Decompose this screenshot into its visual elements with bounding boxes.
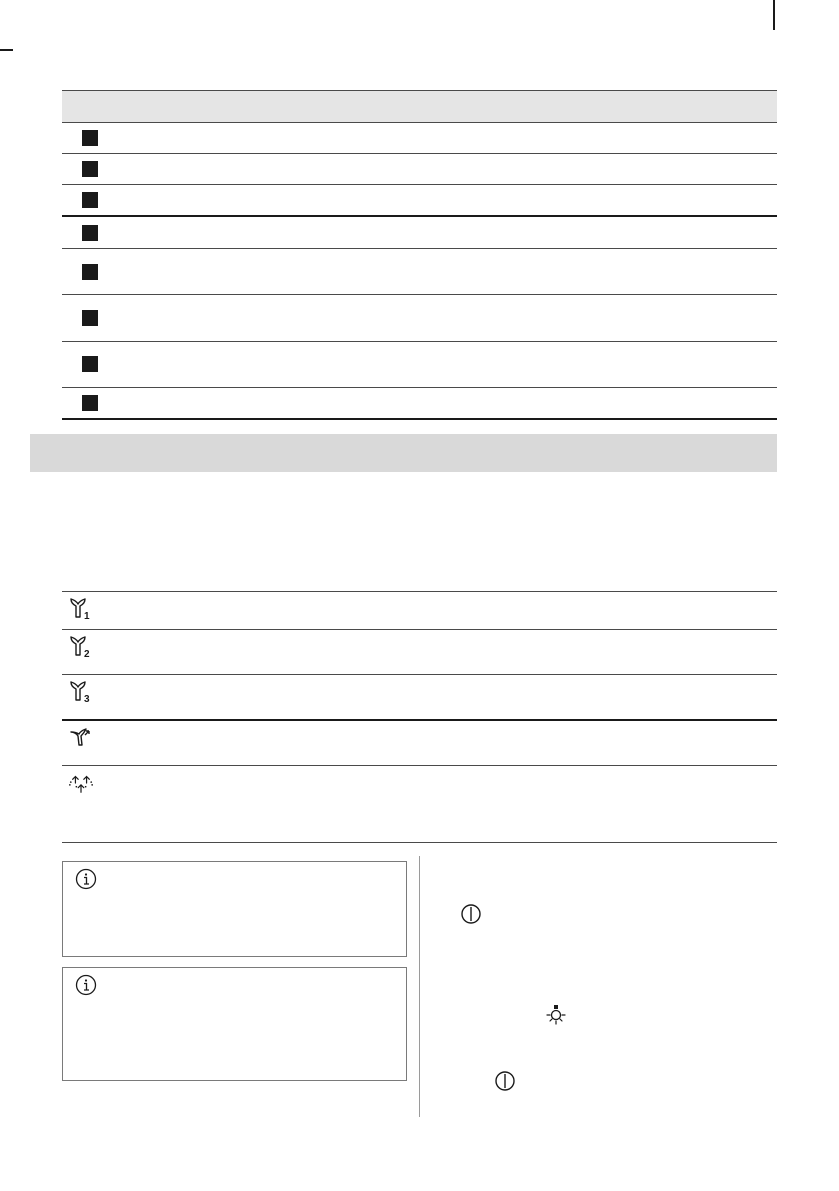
key-table-row bbox=[62, 217, 777, 249]
fan-boost-icon bbox=[68, 726, 94, 750]
fan-speed-3-icon bbox=[68, 680, 94, 704]
fan-speed-digit: 1 bbox=[84, 611, 90, 621]
key-table-header bbox=[62, 90, 777, 123]
on-off-icon bbox=[460, 903, 482, 925]
key-table-row bbox=[62, 342, 777, 388]
symbol-table-row bbox=[62, 630, 777, 675]
crop-mark-horizontal bbox=[0, 49, 13, 51]
fan-speed-digit: 3 bbox=[84, 694, 90, 704]
key-marker-square bbox=[82, 356, 98, 372]
on-off-icon bbox=[494, 1070, 516, 1092]
info-note-box bbox=[62, 967, 407, 1081]
key-marker-square bbox=[82, 264, 98, 280]
key-table-row bbox=[62, 388, 777, 420]
column-divider bbox=[419, 856, 420, 1117]
key-table-row bbox=[62, 123, 777, 154]
symbol-table-row bbox=[62, 675, 777, 721]
symbol-table bbox=[62, 591, 777, 843]
crop-mark-vertical bbox=[773, 0, 775, 30]
key-table-row bbox=[62, 154, 777, 185]
symbol-table-row bbox=[62, 592, 777, 630]
info-note-box bbox=[62, 861, 407, 957]
key-marker-square bbox=[82, 310, 98, 326]
key-marker-square bbox=[82, 161, 98, 177]
key-table-row bbox=[62, 295, 777, 342]
light-icon bbox=[544, 1003, 568, 1027]
steam-sensor-icon bbox=[68, 771, 94, 795]
key-marker-square bbox=[82, 225, 98, 241]
key-table bbox=[62, 90, 777, 420]
symbol-table-row bbox=[62, 766, 777, 843]
fan-speed-2-icon bbox=[68, 635, 94, 659]
info-icon bbox=[75, 868, 97, 890]
fan-speed-digit: 2 bbox=[84, 649, 90, 659]
key-table-row bbox=[62, 249, 777, 295]
key-marker-square bbox=[82, 130, 98, 146]
key-marker-square bbox=[82, 395, 98, 411]
fan-speed-1-icon bbox=[68, 597, 94, 621]
info-icon bbox=[75, 974, 97, 996]
key-table-row bbox=[62, 185, 777, 217]
key-marker-square bbox=[82, 192, 98, 208]
section-heading-bar bbox=[30, 434, 777, 472]
symbol-table-row bbox=[62, 721, 777, 766]
